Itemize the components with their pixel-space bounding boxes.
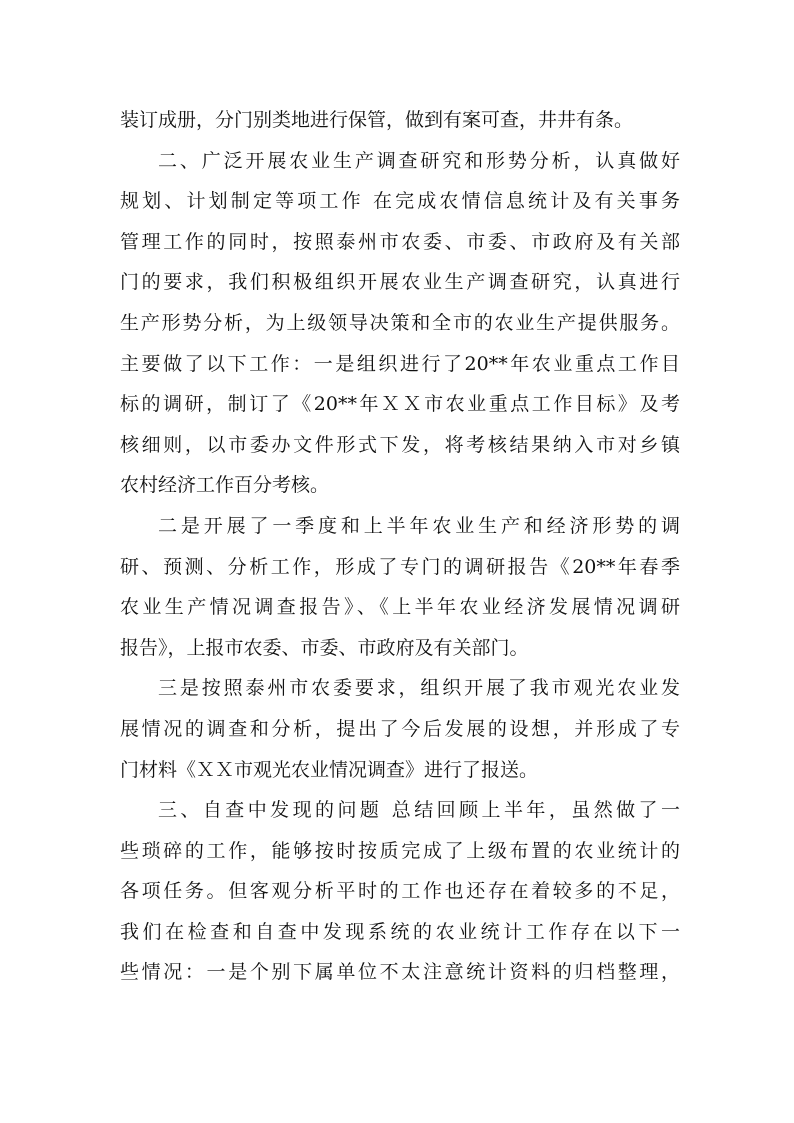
text-line: 农村经济工作百分考核。 xyxy=(120,474,330,497)
text-line: 门的要求，我们积极组织开展农业生产调查研究，认真进行 xyxy=(120,271,680,294)
text-line: 研、预测、分析工作，形成了专门的调研报告《20**年春季 xyxy=(120,555,680,578)
text-line: 些琐碎的工作，能够按时按质完成了上级布置的农业统计的 xyxy=(120,839,680,862)
body-text xyxy=(120,100,680,993)
text-line: 规划、计划制定等项工作 在完成农情信息统计及有关事务 xyxy=(120,190,680,213)
paragraph-start: 二是开展了一季度和上半年农业生产和经济形势的调 xyxy=(158,514,680,537)
text-line: 核细则，以市委办文件形式下发，将考核结果纳入市对乡镇 xyxy=(120,433,680,456)
text-line: 标的调研，制订了《20**年ＸＸ市农业重点工作目标》及考 xyxy=(120,393,680,416)
text-line: 各项任务。但客观分析平时的工作也还存在着较多的不足， xyxy=(120,880,680,903)
text-line: 报告》，上报市农委、市委、市政府及有关部门。 xyxy=(120,636,529,659)
text-line: 农业生产情况调查报告》、《上半年农业经济发展情况调研 xyxy=(120,596,680,619)
section-heading-3: 三、自查中发现的问题 总结回顾上半年，虽然做了一 xyxy=(158,799,680,822)
text-line: 生产形势分析，为上级领导决策和全市的农业生产提供服务。 xyxy=(120,311,680,334)
text-line: 管理工作的同时，按照泰州市农委、市委、市政府及有关部 xyxy=(120,230,680,253)
section-heading-2: 二、广泛开展农业生产调查研究和形势分析，认真做好 xyxy=(158,149,680,172)
text-line: 门材料《ＸＸ市观光农业情况调查》进行了报送。 xyxy=(120,758,539,781)
text-line: 展情况的调查和分析，提出了今后发展的设想，并形成了专 xyxy=(120,717,680,740)
text-line: 主要做了以下工作：一是组织进行了20**年农业重点工作目 xyxy=(120,352,680,375)
text-line: 装订成册，分门别类地进行保管，做到有案可查，井井有条。 xyxy=(120,109,634,131)
paragraph-start: 三是按照泰州市农委要求，组织开展了我市观光农业发 xyxy=(158,677,680,700)
text-line: 些情况：一是个别下属单位不太注意统计资料的归档整理， xyxy=(120,961,680,984)
text-line: 我们在检查和自查中发现系统的农业统计工作存在以下一 xyxy=(120,920,680,943)
